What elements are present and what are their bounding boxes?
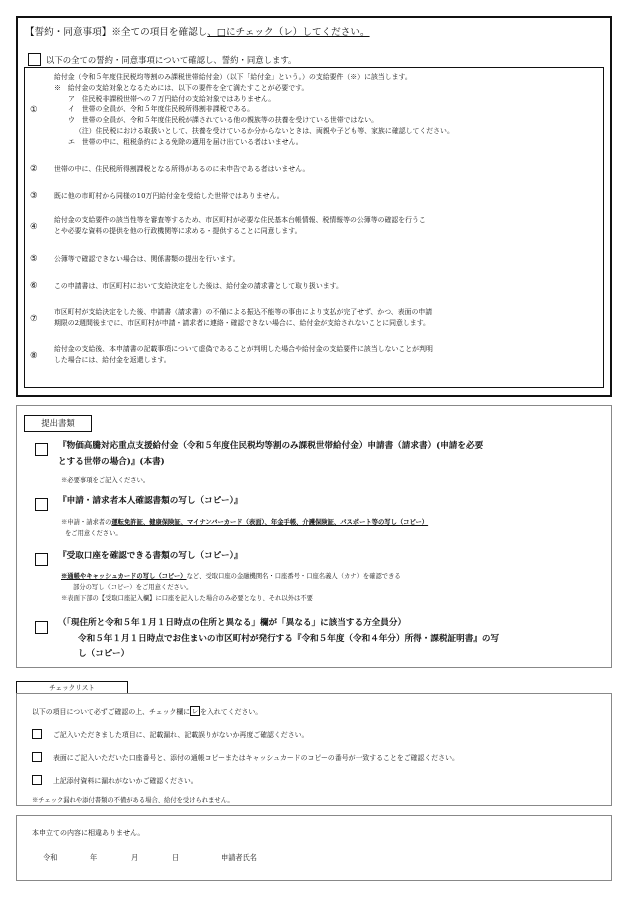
checklist-item-label: 表面にご記入いただいた口座番号と、添付の通帳コピーまたはキャッシュカードのコピーの番号が一致することをご確認ください。: [53, 754, 459, 762]
oath-item-7: [54, 307, 594, 329]
checklist-section: [16, 693, 612, 806]
oath-item-number: ⑥: [30, 280, 38, 290]
checklist-item[interactable]: [32, 775, 198, 786]
document-1-note: ※必要事項をご記入ください。: [61, 477, 150, 484]
oath-item-1: [54, 72, 594, 148]
oath-item-line: 期限の2週間後までに、市区町村が申請・請求者に連絡・確認できない場合に、給付金が支給されないことに同意します。: [54, 318, 430, 327]
signature-section: [16, 815, 612, 881]
oath-item-line: ウ 世帯の全員が、令和５年度住民税が課されている他の親族等の扶養を受けている世帯ではない。: [68, 116, 379, 125]
document-4-title: [58, 616, 499, 663]
era-label: 令和: [43, 853, 58, 862]
oath-item-line: ※ 給付金の支給対象となるためには、以下の要件を全て満たすことが必要です。: [54, 83, 309, 92]
checklist-item-1-checkbox[interactable]: [32, 729, 42, 739]
checklist-item-2-checkbox[interactable]: [32, 752, 42, 762]
oath-item-line: 世帯の中に、住民税所得割課税となる所得があるのに未申告である者はいません。: [54, 165, 310, 173]
oath-consent-row[interactable]: [28, 54, 296, 67]
document-1-checkbox[interactable]: [35, 443, 48, 456]
checklist-note: ※チェック漏れや添付書類の不備がある場合、給付を受けられません。: [32, 797, 234, 804]
document-note-text: をご用意ください。: [65, 530, 122, 537]
oath-item-6: [54, 281, 594, 292]
oath-item-5: [54, 254, 594, 265]
oath-item-line: 給付金の支給要件の該当性等を審査等するため、市区町村が必要な住民基本台帳情報、税情報等の公簿等の確認を行うこ: [54, 216, 426, 224]
document-2-title: [58, 494, 242, 510]
document-note-text: 部分の写し（コピー）をご用意ください。: [73, 584, 193, 591]
checklist-item-3-checkbox[interactable]: [32, 775, 42, 785]
oath-section: [16, 16, 612, 397]
oath-item-line: この申請書は、市区町村において支給決定をした後は、給付金の請求書として取り扱います。: [54, 282, 343, 290]
oath-item-line: （注）住民税における取扱いとして、扶養を受けているか分からないときは、両親や子ども等、家族に確認してください。: [75, 126, 454, 135]
oath-item-number: ②: [30, 163, 38, 173]
year-label: 年: [90, 853, 98, 862]
checklist-item-label: ご記入いただきました項目に、記載漏れ、記載誤りがないか再度ご確認ください。: [53, 731, 309, 739]
oath-title-underlined: 、□にチェック（レ）してください。: [207, 27, 370, 38]
oath-item-line: 市区町村が支給決定をした後、申請書（請求書）の不備による振込不能等の事由により支払が完了せず、かつ、表面の申請: [54, 308, 433, 316]
oath-item-line: 給付金（令和５年度住民税均等割のみ課税世帯給付金）（以下「給付金」という。）の支給要件（※）に該当します。: [54, 73, 412, 81]
document-note-text: ※表面下部の【受取口座記入欄】に口座を記入した場合のみ必要となり、それ以外は不要: [61, 595, 313, 602]
oath-title: [25, 24, 370, 38]
applicant-name-label: 申請者氏名: [221, 853, 257, 862]
oath-item-8: [54, 344, 594, 366]
oath-item-2: [54, 164, 594, 175]
checklist-tab: チェックリスト: [16, 681, 128, 693]
document-note-text: など、受取口座の金融機関名・口座番号・口座名義人（カナ）を確認できる: [186, 573, 401, 580]
oath-item-line: とや必要な資料の提供を他の行政機関等に求める・提供することに同意します。: [54, 226, 302, 235]
checklist-intro-text: を入れてください。: [200, 708, 263, 716]
oath-item-line: ア 住民税非課税世帯への７万円給付の支給対象ではありません。: [68, 94, 276, 103]
oath-item-line: した場合には、給付金を返還します。: [54, 355, 171, 364]
oath-item-number: ④: [30, 221, 38, 231]
document-2-note: [61, 517, 428, 539]
documents-title: 提出書類: [24, 415, 92, 432]
signature-statement: 本申立ての内容に相違ありません。: [32, 829, 145, 837]
oath-item-number: ①: [30, 104, 38, 114]
oath-item-number: ⑤: [30, 253, 38, 263]
document-note-text: ※申請・請求者の: [61, 519, 112, 526]
oath-item-line: 既に他の市町村から同様の10万円給付金を受給した世帯ではありません。: [54, 192, 284, 200]
check-mark-example: レ: [191, 707, 199, 715]
document-3-note: [61, 571, 401, 604]
document-3-checkbox[interactable]: [35, 553, 48, 566]
checklist-item[interactable]: [32, 729, 308, 740]
document-title-line: 『申請・請求者本人確認書類の写し（コピー）』: [58, 496, 243, 506]
oath-items-box: [24, 67, 604, 388]
document-4-checkbox[interactable]: [35, 621, 48, 634]
document-title-line: し（コピー）: [78, 649, 130, 659]
month-label: 月: [131, 853, 139, 862]
checklist-item-label: 上記添付資料に漏れがないかご確認ください。: [53, 777, 198, 785]
oath-item-line: エ 世帯の中に、租税条約による免除の適用を届け出ている者はいません。: [68, 137, 303, 146]
document-title-line: 『物価高騰対応重点支援給付金（令和５年度住民税均等割のみ課税世帯給付金）申請書（請求書）(申請を必要: [58, 441, 484, 451]
documents-section: [16, 405, 612, 668]
document-3-title: [58, 549, 242, 565]
oath-item-4: [54, 215, 594, 237]
document-note-emphasis: ※通帳やキャッシュカードの写し（コピー）: [61, 573, 187, 580]
oath-title-text: 【誓約・同意事項】※全ての項目を確認し: [25, 27, 208, 38]
checklist-intro: [32, 706, 262, 717]
checklist-intro-text: 以下の項目について必ずご確認の上、チェック欄に: [32, 708, 191, 716]
oath-item-line: 公簿等で確認できない場合は、関係書類の提出を行います。: [54, 255, 240, 263]
oath-item-line: イ 世帯の全員が、令和５年度住民税所得割非課税である。: [68, 105, 255, 114]
document-note-emphasis: 運転免許証、健康保険証、マイナンバーカード（表面）、年金手帳、介護保険証、パスポート等の写し（コピー）: [111, 519, 429, 526]
oath-consent-label: 以下の全ての誓約・同意事項について確認し、誓約・同意します。: [46, 55, 297, 65]
oath-item-3: [54, 191, 594, 202]
oath-item-line: 給付金の支給後、本申請書の記載事項について虚偽であることが判明した場合や給付金の支給要件に該当しないことが判明: [54, 345, 433, 353]
oath-item-number: ⑦: [30, 313, 38, 323]
oath-item-number: ③: [30, 190, 38, 200]
oath-item-number: ⑧: [30, 350, 38, 360]
document-title-line: 『受取口座を確認できる書類の写し（コピー）』: [58, 551, 243, 561]
document-1-title: [58, 439, 483, 470]
document-title-line: とする世帯の場合)』(本書): [58, 456, 165, 467]
document-title-line: （「現住所と令和５年１月１日時点の住所と異なる」欄が「異なる」に該当する方全員分）: [58, 618, 407, 628]
document-title-line: 令和５年１月１日時点でお住まいの市区町村が発行する『令和５年度（令和４年分）所得・課税証明書』の写: [78, 633, 500, 644]
oath-consent-checkbox[interactable]: [28, 53, 41, 66]
checklist-item[interactable]: [32, 752, 459, 763]
document-2-checkbox[interactable]: [35, 498, 48, 511]
day-label: 日: [172, 853, 180, 862]
